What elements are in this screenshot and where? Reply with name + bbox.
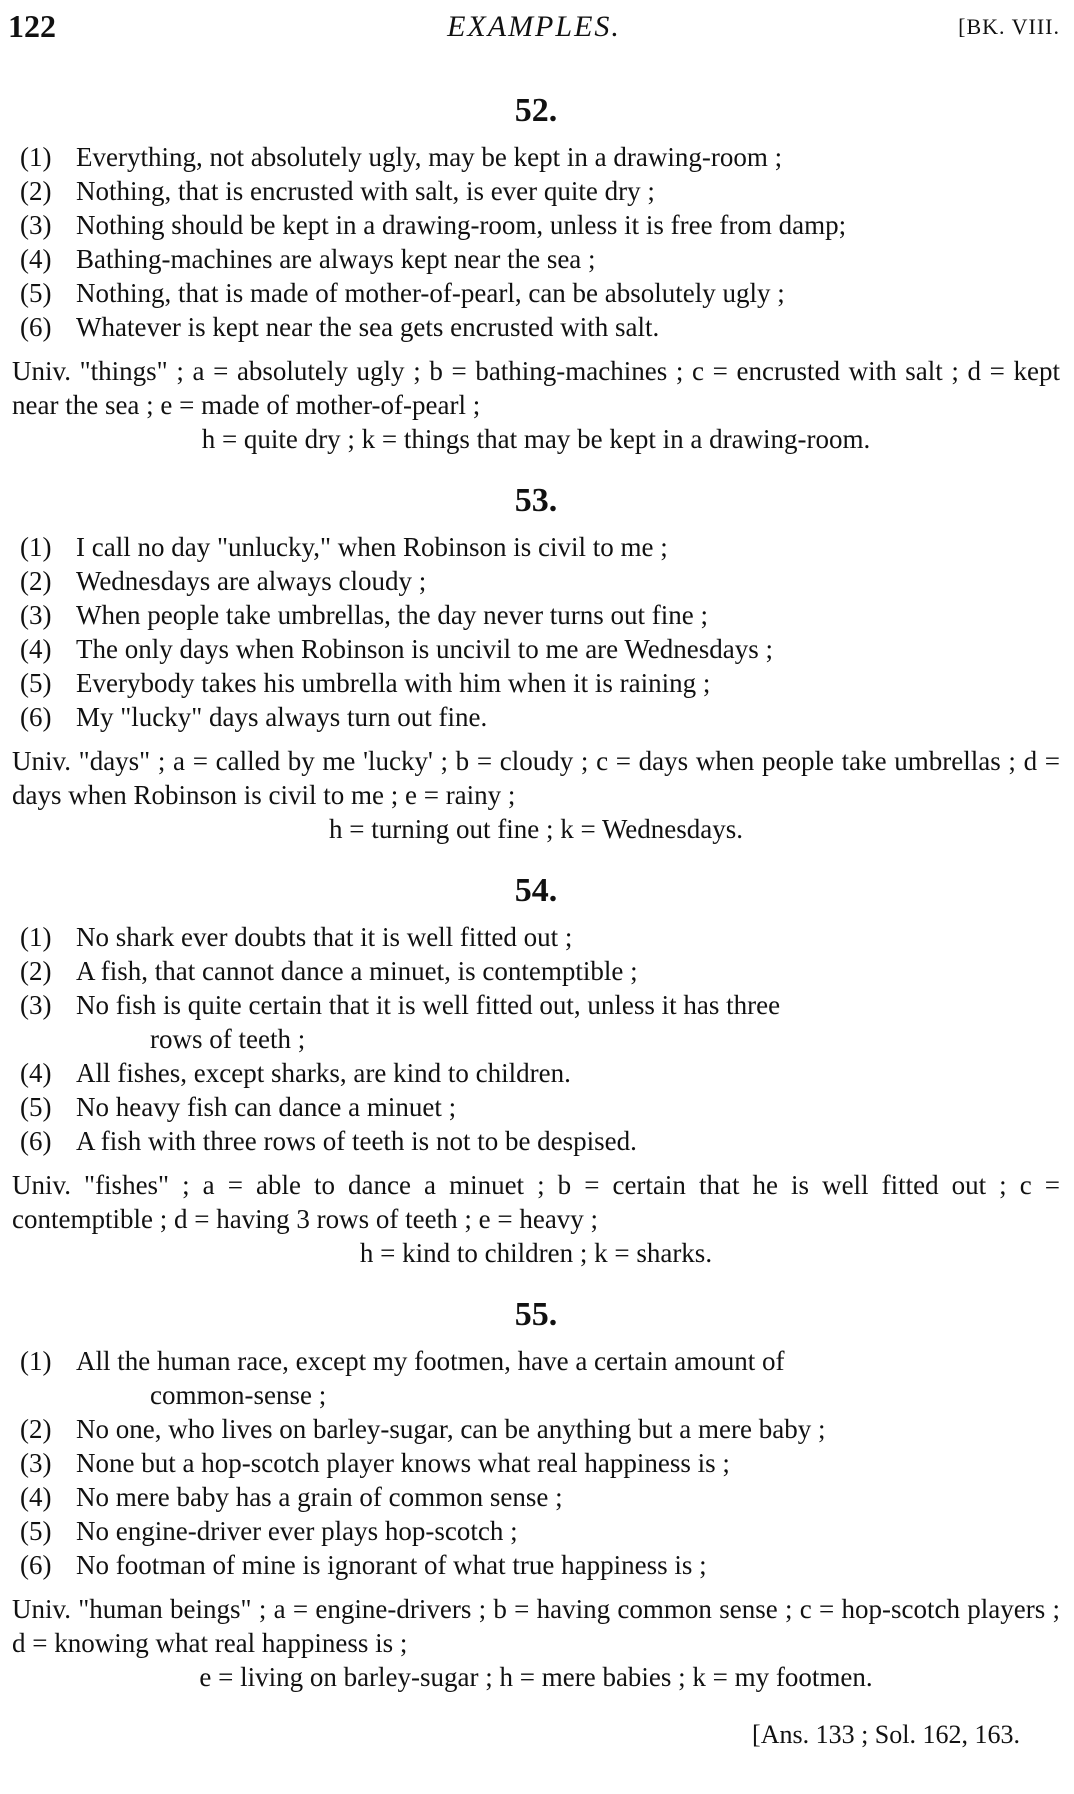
premise: [20, 954, 1060, 988]
premise-text: Wednesdays are always cloudy ;: [76, 566, 427, 596]
premise-text: Nothing, that is made of mother-of-pearl, can be absolutely ugly ;: [76, 278, 785, 308]
universe-terms-last: h = quite dry ; k = things that may be kept in a drawing-room.: [201, 424, 871, 454]
example-1: [12, 482, 1060, 846]
premise-text: No heavy fish can dance a minuet ;: [76, 1092, 457, 1122]
premise-number: (5): [20, 1516, 52, 1546]
universe-definition: [12, 354, 1060, 456]
premise: [20, 1514, 1060, 1548]
premise: [20, 174, 1060, 208]
premise-text: When people take umbrellas, the day never turns out fine ;: [76, 600, 709, 630]
running-title: EXAMPLES.: [447, 10, 621, 43]
example-0: [12, 92, 1060, 456]
premise: [20, 1124, 1060, 1158]
premise: [20, 988, 1060, 1056]
premise: [20, 208, 1060, 242]
premise-text: Bathing-machines are always kept near the sea ;: [76, 244, 596, 274]
premise: [20, 632, 1060, 666]
premise-number: (1): [20, 1346, 52, 1376]
premise-text: All fishes, except sharks, are kind to children.: [76, 1058, 571, 1088]
premise-text: The only days when Robinson is uncivil to me are Wednesdays ;: [76, 634, 773, 664]
premise: [20, 310, 1060, 344]
premise-text: All the human race, except my footmen, have a certain amount of: [76, 1346, 785, 1376]
premise: [20, 1480, 1060, 1514]
premise-number: (3): [20, 990, 52, 1020]
premise-text: No fish is quite certain that it is well fitted out, unless it has three: [76, 990, 781, 1020]
premise-text: No one, who lives on barley-sugar, can be anything but a mere baby ;: [76, 1414, 826, 1444]
premise-number: (6): [20, 1126, 52, 1156]
example-2: [12, 872, 1060, 1270]
universe-terms-last: h = turning out fine ; k = Wednesdays.: [329, 814, 743, 844]
premise-number: (5): [20, 668, 52, 698]
premise-text: No mere baby has a grain of common sense ;: [76, 1482, 563, 1512]
premise-text: No shark ever doubts that it is well fitted out ;: [76, 922, 573, 952]
universe-definition: [12, 744, 1060, 846]
premise-number: (2): [20, 956, 52, 986]
premise-number: (2): [20, 176, 52, 206]
premise: [20, 242, 1060, 276]
premise-number: (5): [20, 278, 52, 308]
premise-number: (6): [20, 702, 52, 732]
premise-number: (4): [20, 634, 52, 664]
premise-number: (6): [20, 1550, 52, 1580]
premise-text: Everything, not absolutely ugly, may be kept in a drawing-room ;: [76, 142, 783, 172]
premise-number: (5): [20, 1092, 52, 1122]
premise-number: (4): [20, 1482, 52, 1512]
examples-content: [12, 92, 1060, 1750]
premise: [20, 276, 1060, 310]
premise-continuation: common-sense ;: [150, 1380, 327, 1410]
page-number: 122: [8, 8, 56, 44]
example-number: 55.: [514, 1296, 558, 1333]
premise-number: (2): [20, 1414, 52, 1444]
premise-text: Whatever is kept near the sea gets encrusted with salt.: [76, 312, 660, 342]
premise-text: A fish, that cannot dance a minuet, is contemptible ;: [76, 956, 638, 986]
premise-text: Everybody takes his umbrella with him when it is raining ;: [76, 668, 711, 698]
premise-number: (1): [20, 532, 52, 562]
premise: [20, 1344, 1060, 1412]
premise: [20, 1090, 1060, 1124]
premise-number: (1): [20, 922, 52, 952]
premise: [20, 530, 1060, 564]
premise-text: Nothing should be kept in a drawing-room, unless it is free from damp;: [76, 210, 847, 240]
example-3: [12, 1296, 1060, 1694]
premise-number: (3): [20, 600, 52, 630]
premise-number: (3): [20, 210, 52, 240]
premise: [20, 598, 1060, 632]
premise-text: No engine-driver ever plays hop-scotch ;: [76, 1516, 518, 1546]
example-number: 52.: [514, 92, 558, 129]
premise-number: (2): [20, 566, 52, 596]
universe-terms: Univ. "days" ; a = called by me 'lucky' ; b = cloudy ; c = days when people take umbrellas ; d = days when Robinson is civil to me ; e = rainy ;: [12, 746, 1060, 810]
universe-definition: [12, 1592, 1060, 1694]
example-number: 53.: [514, 482, 558, 519]
premise: [20, 700, 1060, 734]
premise-number: (6): [20, 312, 52, 342]
universe-terms: Univ. "things" ; a = absolutely ugly ; b = bathing-machines ; c = encrusted with salt ; d = kept near the sea ; e = made of mother-of-pearl ;: [12, 356, 1060, 420]
premise: [20, 920, 1060, 954]
premise-text: Nothing, that is encrusted with salt, is ever quite dry ;: [76, 176, 655, 206]
premise-number: (3): [20, 1448, 52, 1478]
premise-number: (4): [20, 244, 52, 274]
premise: [20, 564, 1060, 598]
answer-reference: [Ans. 133 ; Sol. 162, 163.: [752, 1720, 1020, 1749]
universe-terms-last: e = living on barley-sugar ; h = mere babies ; k = my footmen.: [199, 1662, 873, 1692]
premise-number: (4): [20, 1058, 52, 1088]
premise: [20, 140, 1060, 174]
page-header: [8, 8, 1060, 48]
example-number: 54.: [514, 872, 558, 909]
premise: [20, 1548, 1060, 1582]
premise-text: I call no day "unlucky," when Robinson is civil to me ;: [76, 532, 668, 562]
universe-terms-last: h = kind to children ; k = sharks.: [359, 1238, 713, 1268]
premise: [20, 1412, 1060, 1446]
premise-text: No footman of mine is ignorant of what true happiness is ;: [76, 1550, 707, 1580]
premise: [20, 666, 1060, 700]
universe-terms: Univ. "human beings" ; a = engine-drivers ; b = having common sense ; c = hop-scotch players ; d = knowing what real happiness is ;: [12, 1594, 1060, 1658]
universe-terms: Univ. "fishes" ; a = able to dance a minuet ; b = certain that he is well fitted out ; c = contemptible ; d = having 3 rows of teeth ; e = heavy ;: [12, 1170, 1060, 1234]
premise-continuation: rows of teeth ;: [150, 1024, 306, 1054]
universe-definition: [12, 1168, 1060, 1270]
premise-text: None but a hop-scotch player knows what real happiness is ;: [76, 1448, 730, 1478]
premise-text: A fish with three rows of teeth is not to be despised.: [76, 1126, 637, 1156]
premise: [20, 1056, 1060, 1090]
premise: [20, 1446, 1060, 1480]
premise-text: My "lucky" days always turn out fine.: [76, 702, 488, 732]
book-reference: [BK. VIII.: [958, 14, 1060, 39]
premise-number: (1): [20, 142, 52, 172]
